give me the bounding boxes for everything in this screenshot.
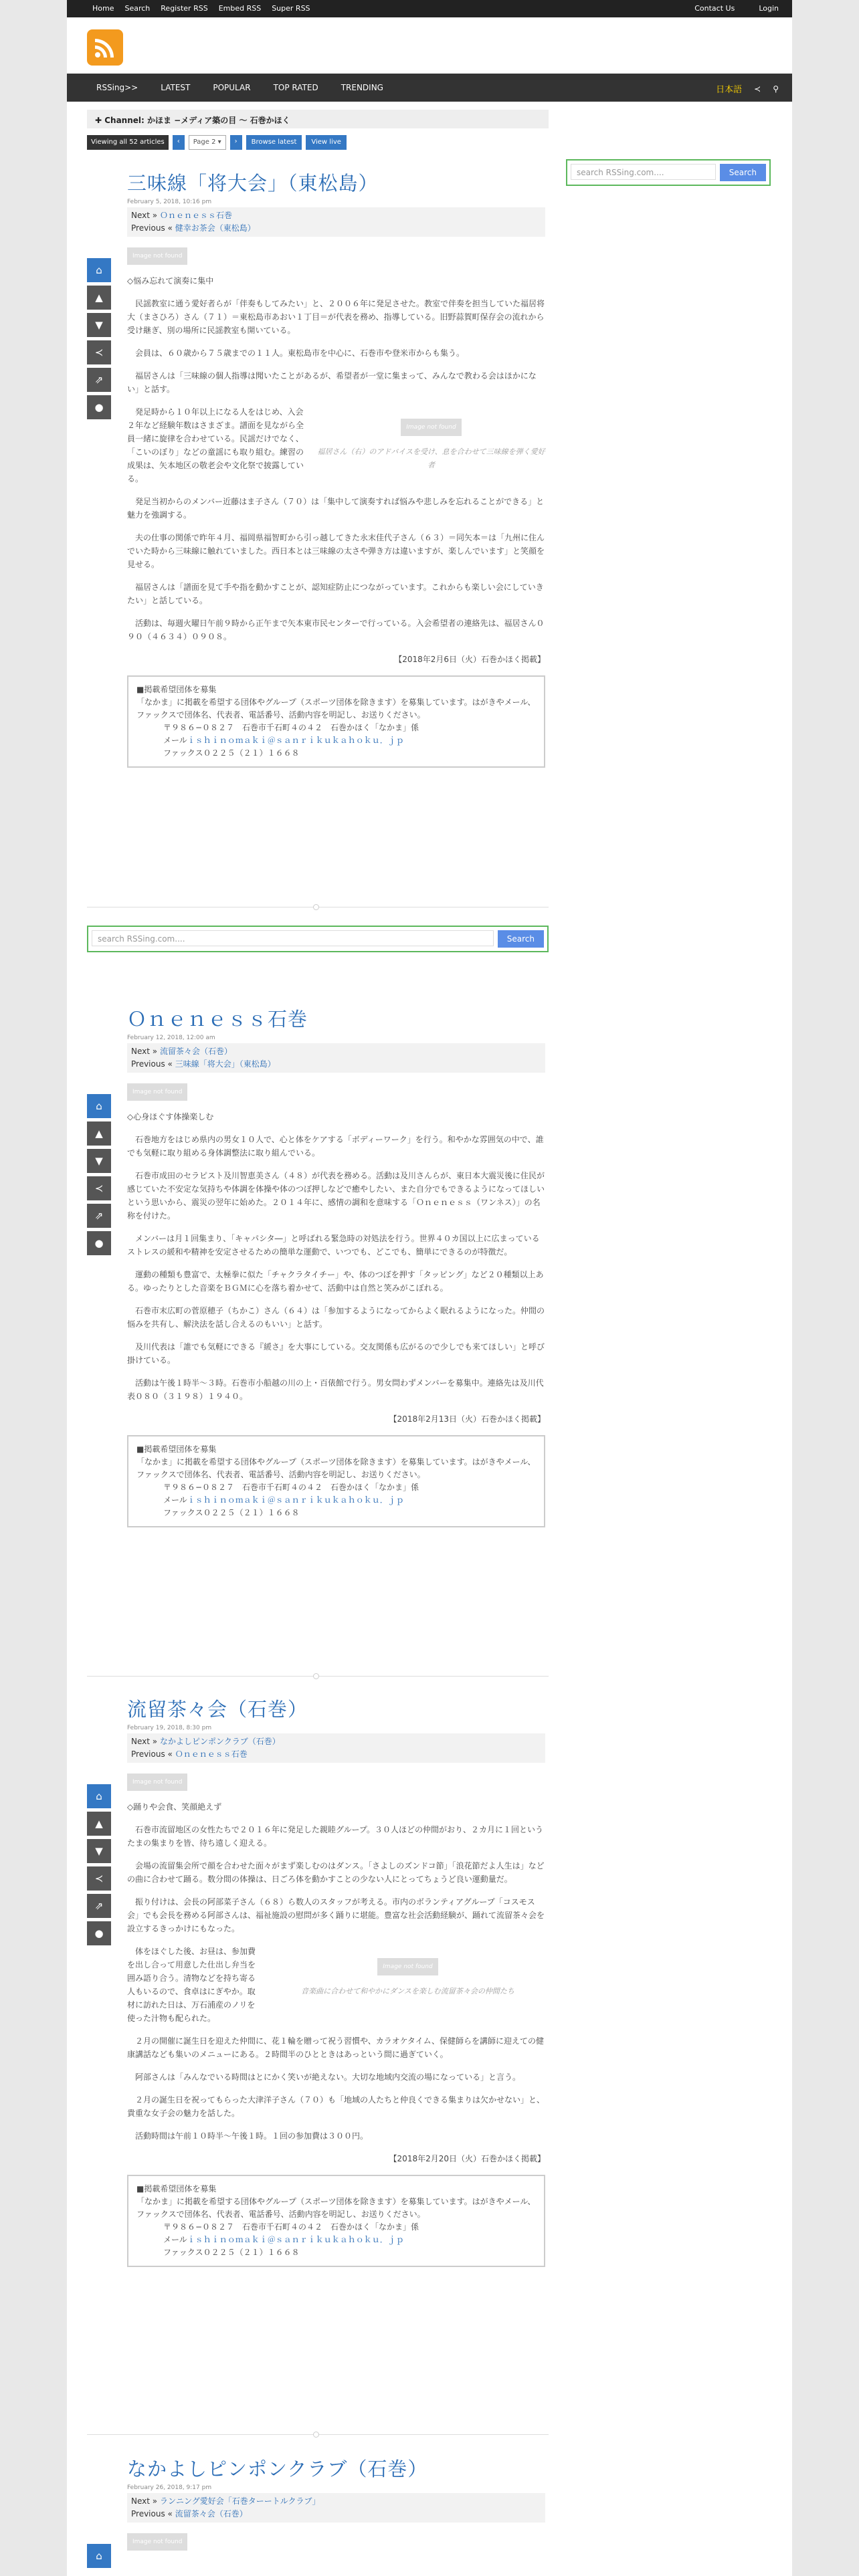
publication-note: 【2018年2月20日（火）石巻かほく掲載】 xyxy=(389,2154,545,2163)
nav-latest[interactable]: LATEST xyxy=(161,83,191,92)
post xyxy=(87,1695,549,2274)
home-icon[interactable]: ⌂ xyxy=(87,2544,111,2568)
page xyxy=(67,17,792,2576)
share-icon[interactable]: ≺ xyxy=(87,1866,111,1891)
post-date: February 19, 2018, 8:30 pm xyxy=(127,1725,212,1731)
prev-link[interactable]: 健幸お茶会（東松島） xyxy=(175,223,256,233)
post-body: Image not found ◇踊りや会食、笑顔絶えず 石巻市流留地区の女性たちで２０１６年に発足した親睦グループ。３０人ほどの仲間がおり、２カ月に１回というたまの集まりを皆、待ち遠しく迎える。 会場の流留集会所で顔を合わせた面々がまず楽しむのはダンス。「さよしのズンドコ節」「浪花節だよ人生は」などの曲に合わせて踊る。数分間の体操は、日ごろ体を動かすことの少ない人にとってちょうど良い運動量だ。 振り付けは、会長の阿部菜子さん（６８）ら数人のスタッフが考える。市内のボランティアグループ「コスモス会」でも会長を務める阿部さんは、福祉施設の慰問が多く踊りに堪能。豊富な社会活動経験が、踊れて流留茶々会を設立するきっかけにもなった。 体をほぐした後、お昼は、参加費を出し合って用意した仕出し弁当を囲み語り合う。清物などを持ち寄る人もいるので、食卓はにぎやか。取材に訪れた日は、万石浦産のノリを使った汁物も配られた。 Image not found 音楽曲に合わせて和やかにダンスを楽しむ流留茶々会の仲間たち ２月の開催に誕生日を迎えた仲間に、花１輪を贈って祝う習慣や、カラオケタイム、保健師らを講師に迎えての健康講話なども集いのメニューにある。２時間半のひとときはあっという間に過ぎていく。 阿部さんは「みんなでいる時間はとにかく笑いが絶えない。大切な地域内交流の場になっている」と言う。 ２月の誕生日を祝ってもらった大津洋子さん（７０）も「地域の人たちと仲良くできる集まりは欠かせない」と、貴重な女子会の魅力を話した。 活動時間は午前１０時半〜午後１時。１回の参加費は３００円。 【2018年2月20日（火）石巻かほく掲載】 ■掲載希望団体を募集 「なかま」に掲載を希望する団体やグループ（スポーツ団体を除きます）を募集しています。はがきやメール、ファックスで団体名、代表者、電話番号、活動内容を明記し、お送りください。 〒９８６−０８２７ 石巻市千石町４の４２ 石巻かほく「なかま」係 メールｉｓｈｉｎｏｍａｋｉ＠ｓａｎｒｉｋｕｋａｈｏｋｕ．ｊｐ ファックス０２２５（２１）１６６８ xyxy=(127,1774,545,2267)
divider xyxy=(87,2434,549,2435)
figure: Image not found 福居さん（右）のアドバイスを受け、息を合わせて三味線を弾く愛好者 xyxy=(317,405,545,495)
divider xyxy=(87,1676,549,1677)
top-bar xyxy=(67,0,792,17)
home-icon[interactable]: ⌂ xyxy=(87,1094,111,1118)
prev-link[interactable]: Ｏｎｅｎｅｓｓ石巻 xyxy=(175,1749,248,1759)
external-link-icon[interactable]: ⇗ xyxy=(87,1204,111,1228)
next-link[interactable]: ランニング愛好会「石巻ターートルクラブ」 xyxy=(159,2496,320,2506)
image-placeholder: Image not found xyxy=(127,1083,187,1101)
thumbs-down-icon[interactable]: ▼ xyxy=(87,313,111,337)
thumbs-up-icon[interactable]: ▲ xyxy=(87,1121,111,1146)
search-icon[interactable]: ⚲ xyxy=(773,84,779,94)
email-link[interactable]: ｉｓｈｉｎｏｍａｋｉ＠ｓａｎｒｉｋｕｋａｈｏｋｕ．ｊｐ xyxy=(187,736,404,745)
menu-embed-rss[interactable]: Embed RSS xyxy=(218,4,262,13)
menu-search[interactable]: Search xyxy=(124,4,151,13)
recruit-box: ■掲載希望団体を募集 「なかま」に掲載を希望する団体やグループ（スポーツ団体を除きます）を募集しています。はがきやメール、ファックスで団体名、代表者、電話番号、活動内容を明記し、お送りください。 〒９８６−０８２７ 石巻市千石町４の４２ 石巻かほく「なかま」係 メールｉｓｈｉｎｏｍａｋｉ＠ｓａｎｒｉｋｕｋａｈｏｋｕ．ｊｐ ファックス０２２５（２１）１６６８ xyxy=(127,2175,545,2267)
post-nav: Next » Ｏｎｅｎｅｓｓ石巻 Previous « 健幸お茶会（東松島） xyxy=(127,207,545,237)
search-button[interactable]: Search xyxy=(498,930,544,948)
search-input[interactable]: search RSSing.com.... xyxy=(92,930,494,946)
post-nav: Next » なかよしピンポンクラブ（石巻） Previous « Ｏｎｅｎｅｓｓ石巻 xyxy=(127,1733,545,1763)
viewing-count: Viewing all 52 articles xyxy=(87,135,169,150)
pager xyxy=(87,135,347,150)
share-bar xyxy=(87,1094,111,1259)
thumbs-up-icon[interactable]: ▲ xyxy=(87,1812,111,1836)
share-bar xyxy=(87,1784,111,1949)
next-link[interactable]: Ｏｎｅｎｅｓｓ石巻 xyxy=(159,211,232,220)
sidebar-search xyxy=(566,159,771,186)
browse-latest-button[interactable]: Browse latest xyxy=(246,135,302,150)
post-date: February 5, 2018, 10:16 pm xyxy=(127,199,212,205)
home-icon[interactable]: ⌂ xyxy=(87,258,111,282)
search-button[interactable]: Search xyxy=(720,164,766,181)
home-icon[interactable]: ⌂ xyxy=(87,1784,111,1808)
prev-link[interactable]: 三味線「将大会」（東松島） xyxy=(175,1059,276,1069)
publication-note: 【2018年2月6日（火）石巻かほく掲載】 xyxy=(394,655,545,664)
figure: Image not found 音楽曲に合わせて和やかにダンスを楽しむ流留茶々会の仲間たち xyxy=(270,1945,545,2034)
post xyxy=(87,1004,549,1534)
email-link[interactable]: ｉｓｈｉｎｏｍａｋｉ＠ｓａｎｒｉｋｕｋａｈｏｋｕ．ｊｐ xyxy=(187,2235,404,2244)
channel-breadcrumb: ✚ Channel: かほま −メディア築の目 〜 石巻かほく xyxy=(87,110,549,128)
nav-top-rated[interactable]: TOP RATED xyxy=(273,83,318,92)
menu-contact[interactable]: Contact Us xyxy=(694,4,735,13)
menu-register-rss[interactable]: Register RSS xyxy=(161,4,208,13)
post xyxy=(87,169,549,774)
inline-search xyxy=(87,926,549,952)
next-link[interactable]: なかよしピンポンクラブ（石巻） xyxy=(159,1737,280,1746)
post-title[interactable]: Ｏｎｅｎｅｓｓ石巻 xyxy=(127,1008,308,1031)
image-placeholder: Image not found xyxy=(127,2533,187,2551)
rss-logo-icon[interactable] xyxy=(87,29,123,66)
post-body xyxy=(127,2533,545,2560)
post-nav: Next » ランニング愛好会「石巻ターートルクラブ」 Previous « 流留茶々会（石巻） xyxy=(127,2493,545,2523)
figure-caption: 福居さん（右）のアドバイスを受け、息を合わせて三味線を弾く愛好者 xyxy=(317,447,545,469)
search-input[interactable]: search RSSing.com.... xyxy=(571,164,716,180)
prev-page-button[interactable]: ‹ xyxy=(173,135,185,150)
share-icon[interactable]: ≺ xyxy=(87,340,111,364)
email-link[interactable]: ｉｓｈｉｎｏｍａｋｉ＠ｓａｎｒｉｋｕｋａｈｏｋｕ．ｊｐ xyxy=(187,1495,404,1505)
share-icon[interactable]: ≺ xyxy=(754,84,761,94)
post-body: Image not found ◇悩み忘れて演奏に集中 民謡教室に通う愛好者らが「伴奏もしてみたい」と、２００６年に発足させた。教室で伴奏を担当していた福居将大（まさひろ）さん（７１）＝東松島市あおい１丁目＝が代表を務め、指導している。旧野蒜賀町保存会の流れから受け継ぎ、別の場所に民謡教室も開いている。 会員は、６０歳から７５歳までの１１人。東松島市を中心に、石巻市や登米市からも集う。 福居さんは「三味線の個人指導は聞いたことがあるが、希望者が一堂に集まって、みんなで教わる会はほかにない」と話す。 発足時から１０年以上になる人をはじめ、入会２年など経験年数はさまざま。譜面を見ながら全員一緒に旋律を合わせている。民謡だけでなく、「こいのぼり」などの童謡にも取り組む。練習の成果は、矢本地区の敬老会や文化祭で披露している。 Image not found 福居さん（右）のアドバイスを受け、息を合わせて三味線を弾く愛好者 発足当初からのメンバー近藤はま子さん（７０）は「集中して演奏すれば悩みや悲しみを忘れることができる」と魅力を強調する。 夫の仕事の関係で昨年４月、福岡県福智町から引っ越してきた永末佳代子さん（６３）＝同矢本＝は「九州に住んでいた時から三味線に触れていました。西日本とは三味線の太さや弾き方は違いますが、楽しんでいます」と笑顔を見せる。 福居さんは「譜面を見て手や指を動かすことが、認知症防止につながっています。これからも楽しい会にしていきたい」と話している。 活動は、毎週火曜日午前９時から正午まで矢本東市民センターで行っている。入会希望者の連絡先は、福居さん０９０（４６３４）０９０８。 【2018年2月6日（火）石巻かほく掲載】 ■掲載希望団体を募集 「なかま」に掲載を希望する団体やグループ（スポーツ団体を除きます）を募集しています。はがきやメール、ファックスで団体名、代表者、電話番号、活動内容を明記し、お送りください。 〒９８６−０８２７ 石巻市千石町４の４２ 石巻かほく「なかま」係 メールｉｓｈｉｎｏｍａｋｉ＠ｓａｎｒｉｋｕｋａｈｏｋｕ．ｊｐ ファックス０２２５（２１）１６６８ xyxy=(127,247,545,768)
share-bar xyxy=(87,258,111,423)
post-title[interactable]: 三味線「将大会」（東松島） xyxy=(127,172,379,195)
language-link[interactable]: 日本語 xyxy=(716,85,743,95)
thumbs-up-icon[interactable]: ▲ xyxy=(87,286,111,310)
post-title[interactable]: 流留茶々会（石巻） xyxy=(127,1698,308,1721)
post-date: February 26, 2018, 9:17 pm xyxy=(127,2484,212,2491)
menu-super-rss[interactable]: Super RSS xyxy=(272,4,310,13)
nav-rssing[interactable]: RSSing>> xyxy=(96,83,138,92)
share-icon[interactable]: ≺ xyxy=(87,1176,111,1200)
nav-trending[interactable]: TRENDING xyxy=(341,83,383,92)
user-icon[interactable]: ● xyxy=(87,395,111,419)
next-page-button[interactable]: › xyxy=(230,135,242,150)
image-placeholder: Image not found xyxy=(127,247,187,265)
nav-popular[interactable]: POPULAR xyxy=(213,83,251,92)
user-icon[interactable]: ● xyxy=(87,1231,111,1255)
share-bar xyxy=(87,2544,111,2571)
external-link-icon[interactable]: ⇗ xyxy=(87,368,111,392)
post-date: February 12, 2018, 12:00 am xyxy=(127,1035,215,1041)
menu-home[interactable]: Home xyxy=(92,4,114,13)
thumbs-down-icon[interactable]: ▼ xyxy=(87,1149,111,1173)
post-title[interactable]: なかよしピンポンクラブ（石巻） xyxy=(127,2458,428,2480)
post xyxy=(87,2454,549,2560)
post-nav: Next » 流留茶々会（石巻） Previous « 三味線「将大会」（東松島） xyxy=(127,1043,545,1073)
main-nav xyxy=(67,74,792,102)
figure-caption: 音楽曲に合わせて和やかにダンスを楽しむ流留茶々会の仲間たち xyxy=(301,1987,514,1996)
page-select[interactable]: Page 2 ▾ xyxy=(189,135,226,150)
menu-login[interactable]: Login xyxy=(759,4,779,13)
recruit-box: ■掲載希望団体を募集 「なかま」に掲載を希望する団体やグループ（スポーツ団体を除きます）を募集しています。はがきやメール、ファックスで団体名、代表者、電話番号、活動内容を明記し、お送りください。 〒９８６−０８２７ 石巻市千石町４の４２ 石巻かほく「なかま」係 メールｉｓｈｉｎｏｍａｋｉ＠ｓａｎｒｉｋｕｋａｈｏｋｕ．ｊｐ ファックス０２２５（２１）１６６８ xyxy=(127,675,545,768)
publication-note: 【2018年2月13日（火）石巻かほく掲載】 xyxy=(389,1414,545,1424)
image-placeholder: Image not found xyxy=(127,1774,187,1791)
external-link-icon[interactable]: ⇗ xyxy=(87,1894,111,1918)
post-body: Image not found ◇心身ほぐす体操楽しむ 石巻地方をはじめ県内の男女１０人で、心と体をケアする「ボディーワーク」を行う。和やかな雰囲気の中で、誰でも気軽に取り組める身体調整法に取り組んでいる。 石巻市成田のセラピスト及川智恵美さん（４８）が代表を務める。活動は及川さんらが、東日本大震災後に住民が感じていた不安定な気持ちや体調を体操や体のつぼ押しなどで癒やしたい、また自分でもできるようになってほしいという思いから、震災の翌年に始めた。２０１４年に、感情の調和を意味する「Ｏｎｅｎｅｓｓ（ワンネス）」の名称を付けた。 メンバーは月１回集まり、「キャパシタ―」と呼ばれる緊急時の対処法を行う。世界４０カ国以上に広まっているストレスの緩和や精神を安定させるための簡単な運動で、いつでも、どこでも、簡単にできるのが特徴だ。 運動の種類も豊富で、太極拳に似た「チャクラタイチー」や、体のつぼを押す「タッピング」など２０種類以上ある。ゆったりとした音楽をＢＧＭに心を落ち着かせて、活動中は自然と笑みがこぼれる。 石巻市末広町の菅原穂子（ちかこ）さん（６４）は「参加するようになってからよく眠れるようになった。仲間の悩みを共有し、解決法を話し合えるのもいい」と話す。 及川代表は「誰でも気軽にできる『緩さ』を大事にしている。交友関係も広がるので少しでも来てほしい」と呼び掛けている。 活動は午後１時半〜３時。石巻市小船越の川の上・百俵館で行う。男女問わずメンバーを募集中。連絡先は及川代表０８０（３１９８）１９４０。 【2018年2月13日（火）石巻かほく掲載】 ■掲載希望団体を募集 「なかま」に掲載を希望する団体やグループ（スポーツ団体を除きます）を募集しています。はがきやメール、ファックスで団体名、代表者、電話番号、活動内容を明記し、お送りください。 〒９８６−０８２７ 石巻市千石町４の４２ 石巻かほく「なかま」係 メールｉｓｈｉｎｏｍａｋｉ＠ｓａｎｒｉｋｕｋａｈｏｋｕ．ｊｐ ファックス０２２５（２１）１６６８ xyxy=(127,1083,545,1527)
user-icon[interactable]: ● xyxy=(87,1921,111,1945)
prev-link[interactable]: 流留茶々会（石巻） xyxy=(175,2509,248,2518)
thumbs-down-icon[interactable]: ▼ xyxy=(87,1839,111,1863)
next-link[interactable]: 流留茶々会（石巻） xyxy=(159,1047,232,1056)
recruit-box: ■掲載希望団体を募集 「なかま」に掲載を希望する団体やグループ（スポーツ団体を除きます）を募集しています。はがきやメール、ファックスで団体名、代表者、電話番号、活動内容を明記し、お送りください。 〒９８６−０８２７ 石巻市千石町４の４２ 石巻かほく「なかま」係 メールｉｓｈｉｎｏｍａｋｉ＠ｓａｎｒｉｋｕｋａｈｏｋｕ．ｊｐ ファックス０２２５（２１）１６６８ xyxy=(127,1435,545,1527)
view-live-button[interactable]: View live xyxy=(306,135,347,150)
